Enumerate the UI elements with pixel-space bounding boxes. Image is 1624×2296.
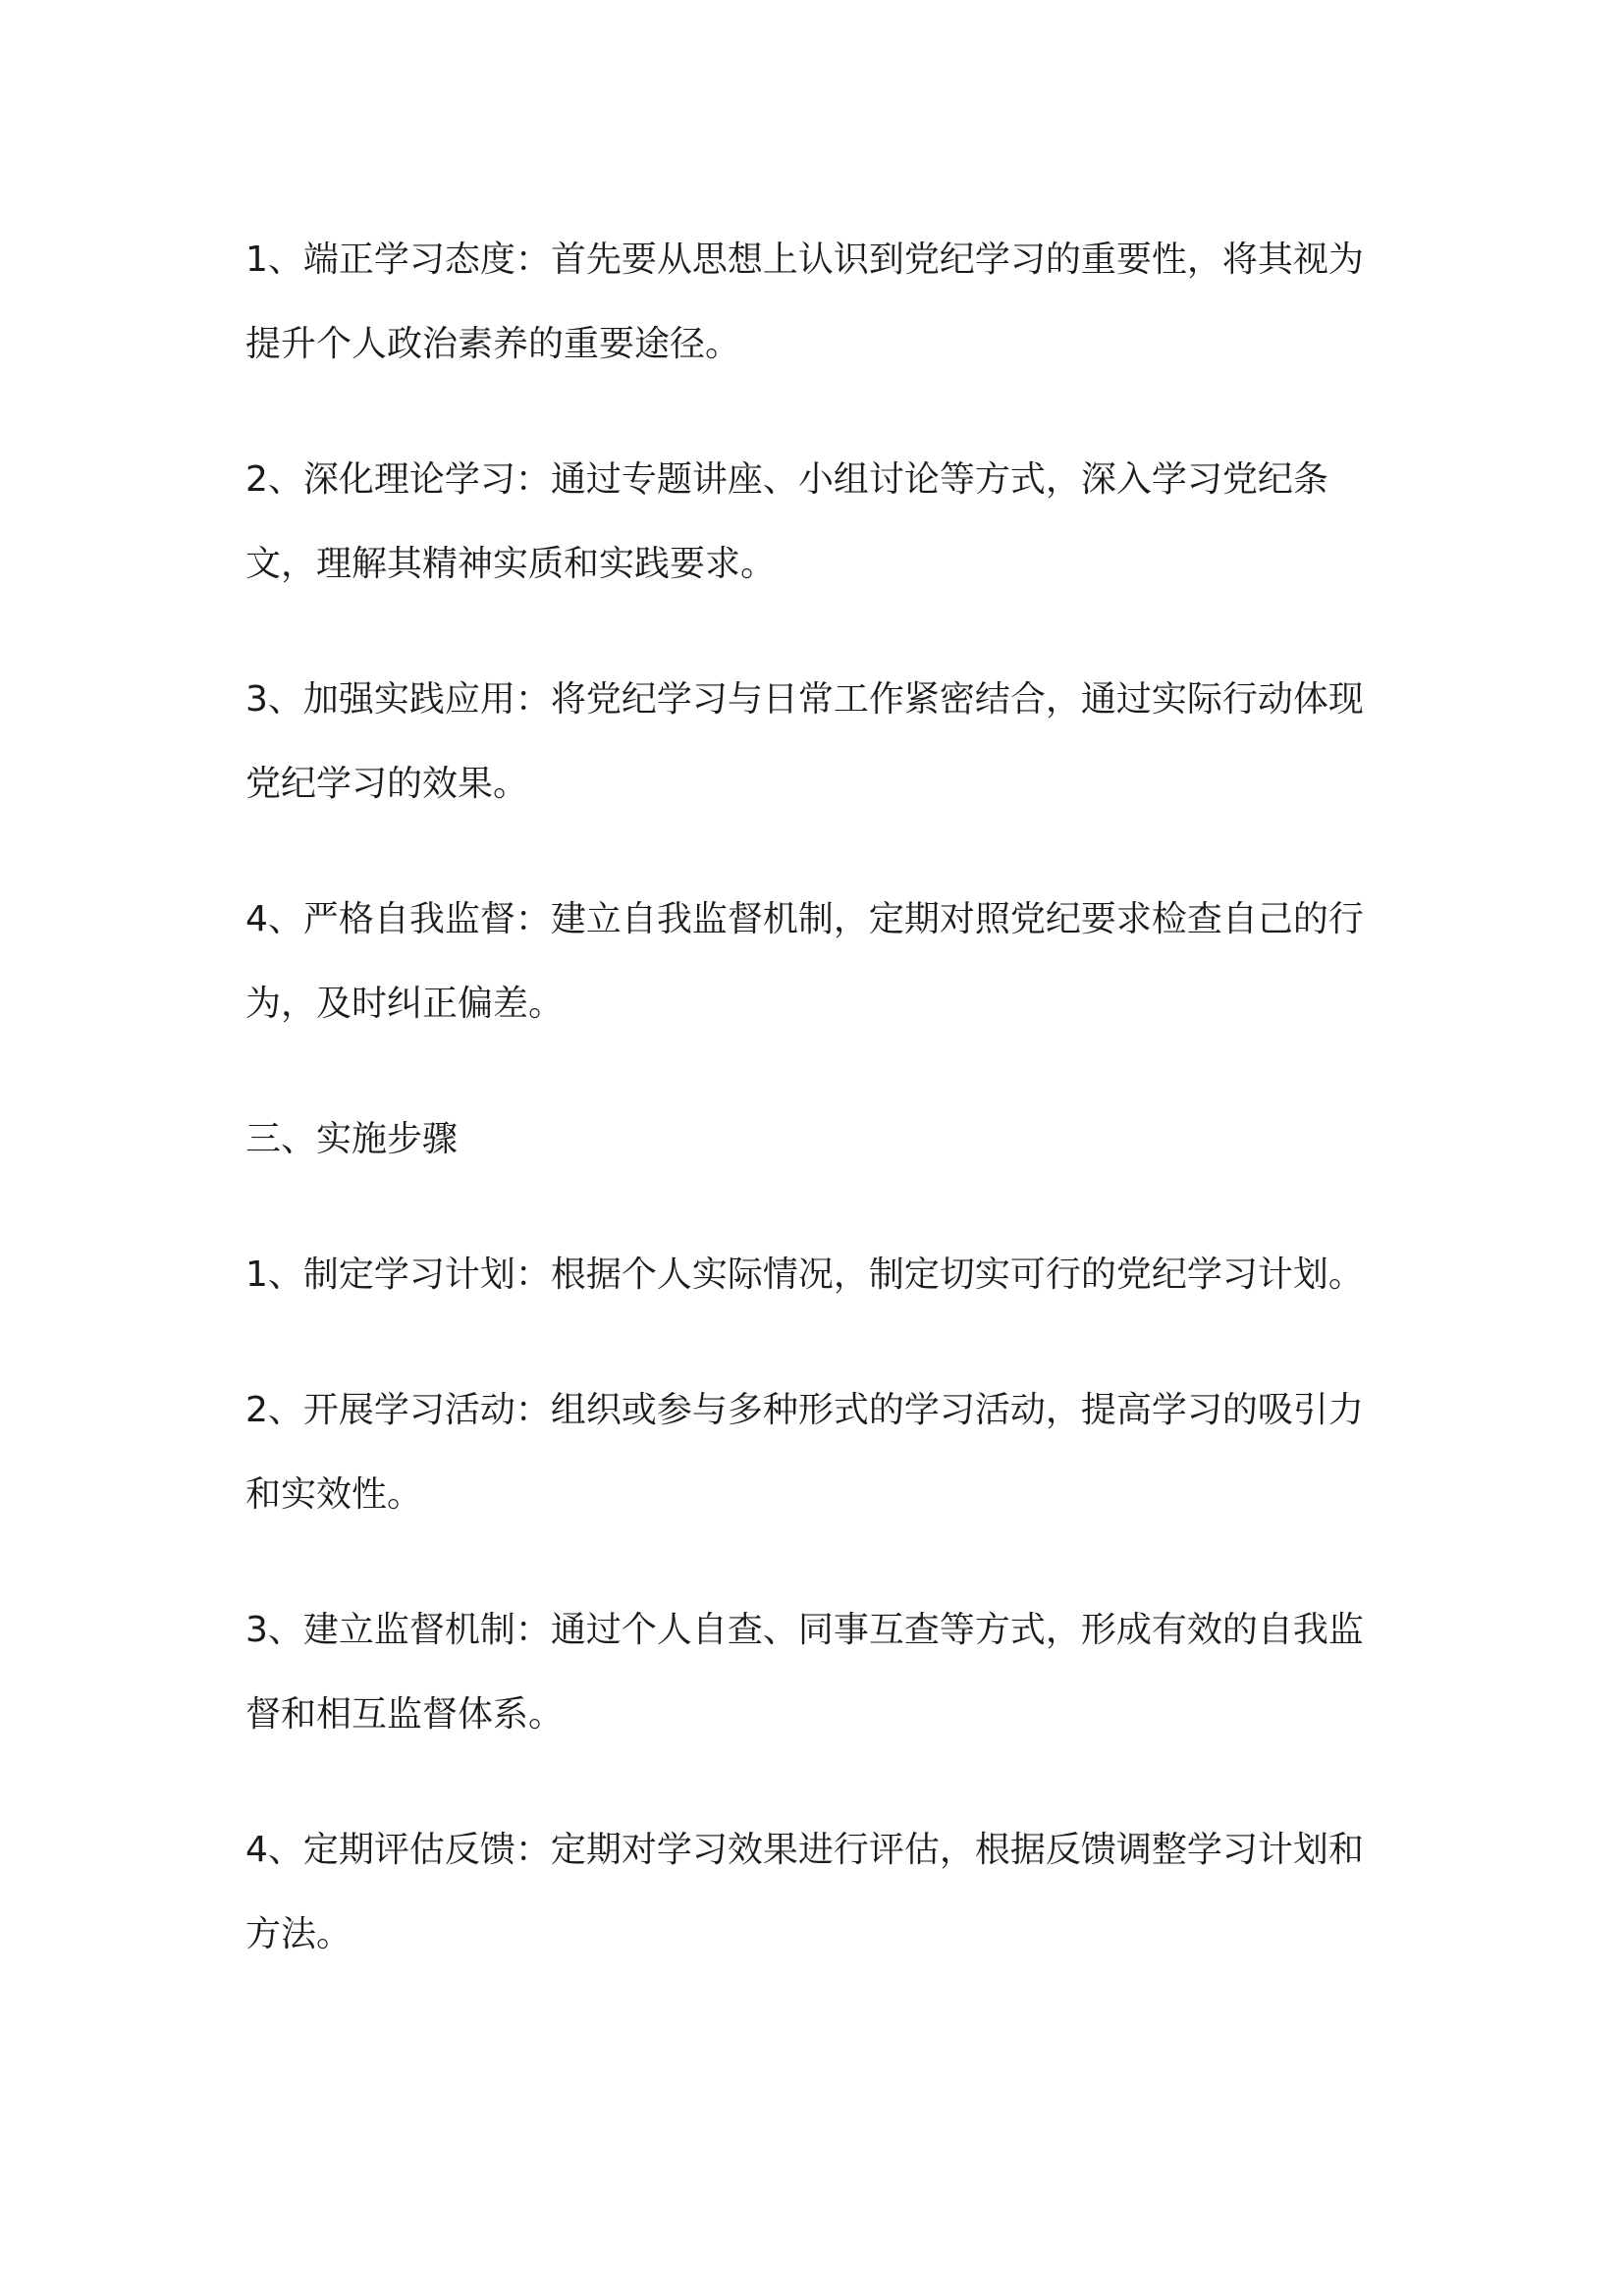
- paragraph-3: 3、加强实践应用：将党纪学习与日常工作紧密结合，通过实际行动体现党纪学习的效果。: [245, 679, 1364, 804]
- section-heading: 三、实施步骤: [245, 1119, 459, 1159]
- step-4: 4、定期评估反馈：定期对学习效果进行评估，根据反馈调整学习计划和方法。: [245, 1830, 1364, 1954]
- paragraph-4: 4、严格自我监督：建立自我监督机制，定期对照党纪要求检查自己的行为，及时纠正偏差。: [245, 899, 1364, 1024]
- step-1: 1、制定学习计划：根据个人实际情况，制定切实可行的党纪学习计划。: [245, 1255, 1364, 1295]
- document-body: [245, 218, 1394, 2028]
- step-2: 2、开展学习活动：组织或参与多种形式的学习活动，提高学习的吸引力和实效性。: [245, 1390, 1364, 1515]
- step-3: 3、建立监督机制：通过个人自查、同事互查等方式，形成有效的自我监督和相互监督体系。: [245, 1610, 1364, 1735]
- paragraph-2: 2、深化理论学习：通过专题讲座、小组讨论等方式，深入学习党纪条文，理解其精神实质和实践要求。: [245, 459, 1328, 584]
- paragraph-1: 1、端正学习态度：首先要从思想上认识到党纪学习的重要性，将其视为提升个人政治素养的重要途径。: [245, 240, 1364, 364]
